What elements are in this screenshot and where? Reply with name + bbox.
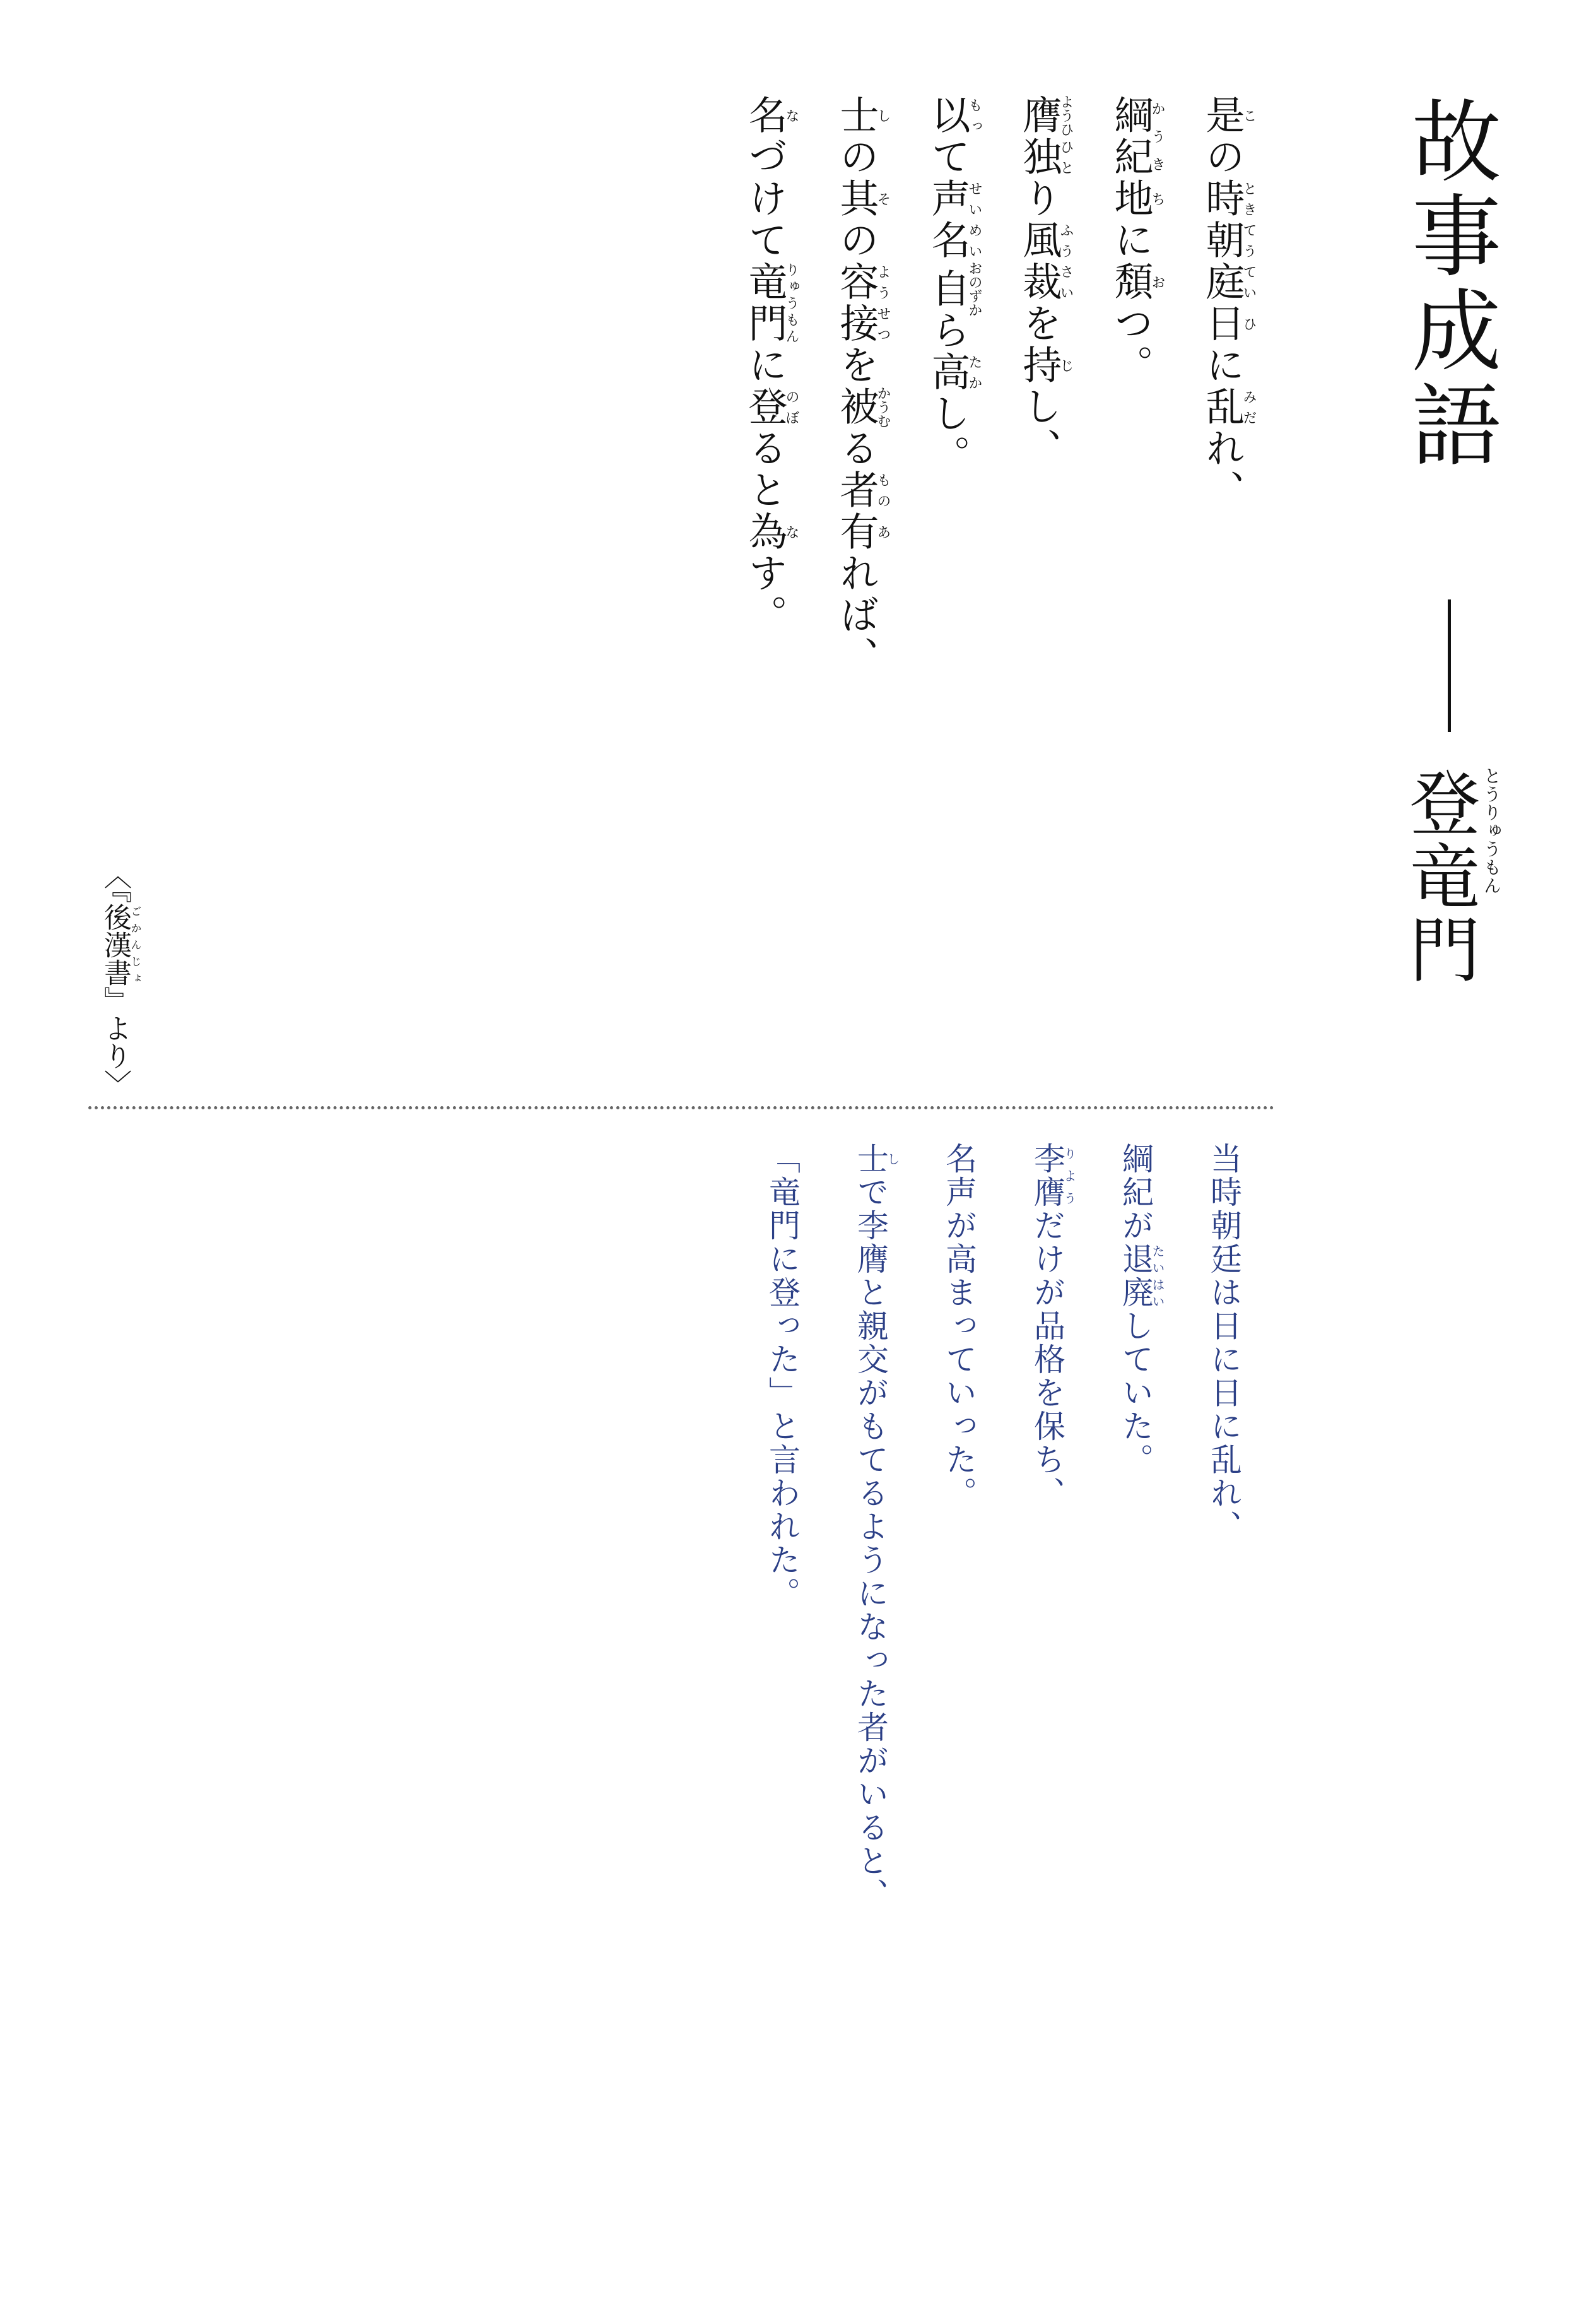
- original-text-segment: を: [1016, 303, 1062, 345]
- original-ruby-word: [1108, 261, 1165, 303]
- original-text-segment: の: [833, 220, 879, 261]
- original-ruby-reading: ち: [1149, 178, 1165, 220]
- original-ruby-base: 声名: [925, 178, 971, 261]
- translation-ruby-base: 李膺: [1029, 1142, 1065, 1209]
- original-text-segment: れば、: [833, 553, 879, 678]
- translation-line: [1091, 1142, 1180, 2026]
- original-line: [902, 95, 994, 694]
- original-text-segment: の: [1199, 136, 1245, 178]
- original-ruby-word: [925, 261, 982, 317]
- original-ruby-word: [1199, 95, 1257, 136]
- original-ruby-word: [833, 178, 891, 220]
- original-ruby-word: [1016, 345, 1074, 386]
- original-ruby-reading: こ: [1241, 95, 1257, 136]
- original-text-segment: し、: [1016, 386, 1062, 469]
- source-citation: [101, 861, 141, 1101]
- original-ruby-reading: お: [1149, 261, 1165, 303]
- original-text-segment: を: [833, 345, 879, 386]
- original-ruby-base: 地: [1108, 178, 1154, 220]
- source-text-segment: 〈『: [99, 861, 131, 903]
- original-ruby-base: 風裁: [1016, 220, 1062, 303]
- translation-ruby-reading: し: [885, 1142, 900, 1176]
- source-ruby-base: 後漢書: [99, 903, 131, 986]
- original-ruby-base: 是: [1199, 95, 1245, 136]
- original-line: [1176, 95, 1268, 694]
- original-line: [1085, 95, 1176, 694]
- original-ruby-word: [925, 178, 982, 261]
- page-title: 故事成語: [1397, 95, 1501, 473]
- original-ruby-reading: じ: [1058, 345, 1074, 386]
- original-ruby-base: 膺: [1016, 95, 1062, 136]
- original-ruby-word: [1016, 220, 1074, 303]
- translation-ruby-word: [852, 1142, 900, 1176]
- original-line: [719, 95, 811, 694]
- original-text-segment: ら: [925, 310, 971, 351]
- original-ruby-base: 竜門: [742, 261, 788, 345]
- translation-text-segment: で李膺と親交がもてるようになった者がいると、: [852, 1176, 889, 1911]
- original-text-segment: づけて: [742, 136, 788, 261]
- original-ruby-base: 乱: [1199, 386, 1245, 428]
- dotted-divider: [88, 1106, 1274, 1109]
- original-ruby-base: 登: [742, 386, 788, 428]
- original-text-segment: に: [1199, 345, 1245, 386]
- original-text-segment: ると: [742, 428, 788, 511]
- source-ruby-word: [99, 903, 141, 986]
- original-ruby-word: [1199, 220, 1257, 303]
- original-text-segment: の: [833, 136, 879, 178]
- original-ruby-word: [742, 386, 799, 428]
- original-ruby-reading: もっ: [966, 95, 982, 136]
- original-ruby-word: [833, 469, 891, 511]
- original-ruby-base: 時: [1199, 178, 1245, 220]
- original-text-segment: に: [742, 345, 788, 386]
- translation-text-segment: 綱紀が: [1117, 1142, 1154, 1242]
- original-ruby-base: 容接: [833, 261, 879, 345]
- original-text-segment: つ。: [1108, 303, 1154, 386]
- translation-line: [826, 1142, 915, 2026]
- original-ruby-base: 頽: [1108, 261, 1154, 303]
- original-ruby-reading: な: [783, 95, 799, 136]
- original-ruby-base: 日: [1199, 303, 1245, 345]
- original-ruby-reading: な: [783, 511, 799, 553]
- original-ruby-base: 以: [925, 95, 971, 136]
- original-ruby-reading: おのずか: [966, 261, 982, 317]
- original-ruby-word: [1199, 303, 1257, 345]
- original-ruby-reading: もの: [875, 469, 891, 511]
- translation-ruby-base: 退廃: [1117, 1242, 1154, 1309]
- translation-text-segment: していた。: [1117, 1309, 1154, 1477]
- translation-line: [1003, 1142, 1091, 2026]
- original-ruby-reading: たか: [966, 351, 982, 393]
- original-text-segment: れ、: [1199, 428, 1245, 511]
- original-ruby-reading: ひと: [1058, 136, 1074, 178]
- original-ruby-word: [742, 511, 799, 553]
- original-ruby-word: [742, 95, 799, 136]
- original-ruby-reading: ようひ: [1058, 95, 1074, 136]
- original-text-segment: て: [925, 136, 971, 178]
- source-ruby-reading: ごかんじょ: [128, 903, 141, 986]
- original-ruby-word: [833, 95, 891, 136]
- original-ruby-reading: かうむ: [875, 386, 891, 428]
- title-block: [1385, 95, 1511, 986]
- original-ruby-base: 綱紀: [1108, 95, 1154, 178]
- original-ruby-base: 者: [833, 469, 879, 511]
- original-text-segment: に: [1108, 220, 1154, 261]
- original-ruby-word: [833, 386, 891, 428]
- original-ruby-word: [925, 351, 982, 393]
- original-ruby-reading: せいめい: [966, 178, 982, 261]
- original-ruby-reading: とき: [1241, 178, 1257, 220]
- original-line: [994, 95, 1085, 694]
- original-ruby-reading: し: [875, 95, 891, 136]
- translation-text-segment: 名声が高まっていった。: [941, 1142, 977, 1510]
- proverb-title: 登竜門: [1398, 767, 1480, 986]
- original-ruby-word: [1108, 95, 1165, 178]
- original-ruby-base: 自: [925, 261, 971, 317]
- translation-text-segment: 当時朝廷は日に日に乱れ、: [1206, 1142, 1242, 1543]
- original-ruby-word: [833, 511, 891, 553]
- translation-ruby-word: [1117, 1242, 1165, 1309]
- original-ruby-reading: そ: [875, 178, 891, 220]
- original-ruby-reading: ようせつ: [875, 261, 891, 345]
- original-ruby-word: [833, 261, 891, 345]
- original-ruby-reading: のぼ: [783, 386, 799, 428]
- original-text-segment: り: [1016, 178, 1062, 220]
- original-ruby-base: 名: [742, 95, 788, 136]
- original-text-segment: し。: [925, 393, 971, 476]
- translation-line: [915, 1142, 1003, 2026]
- original-ruby-word: [925, 95, 982, 136]
- original-ruby-word: [742, 261, 799, 345]
- original-ruby-reading: ひ: [1241, 303, 1257, 345]
- translation-text: [738, 1142, 1268, 2026]
- original-ruby-word: [1108, 178, 1165, 220]
- original-ruby-base: 高: [925, 351, 971, 393]
- original-ruby-reading: かうき: [1149, 95, 1165, 178]
- original-ruby-reading: りゅうもん: [783, 261, 799, 345]
- original-ruby-base: 朝庭: [1199, 220, 1245, 303]
- original-ruby-reading: あ: [875, 511, 891, 553]
- translation-text-segment: だけが品格を保ち、: [1029, 1209, 1065, 1510]
- source-text-segment: 』より〉: [99, 986, 131, 1097]
- original-ruby-reading: てうてい: [1241, 220, 1257, 303]
- translation-ruby-base: 士: [852, 1142, 889, 1176]
- original-ruby-reading: みだ: [1241, 386, 1257, 428]
- original-line: [811, 95, 902, 694]
- original-ruby-base: 持: [1016, 345, 1062, 386]
- proverb-title-ruby: とうりゅうもん: [1481, 767, 1502, 895]
- original-ruby-base: 士: [833, 95, 879, 136]
- translation-line: [1180, 1142, 1268, 2026]
- original-text-segment: す。: [742, 553, 788, 636]
- original-text-segment: る: [833, 428, 879, 469]
- original-ruby-base: 独: [1016, 136, 1062, 178]
- original-text: [719, 95, 1268, 694]
- original-ruby-word: [1199, 386, 1257, 428]
- translation-line: [738, 1142, 826, 2026]
- original-ruby-base: 為: [742, 511, 788, 553]
- original-ruby-reading: ふうさい: [1058, 220, 1074, 303]
- original-ruby-word: [1016, 95, 1074, 136]
- translation-text-segment: 「竜門に登った」と言われた。: [764, 1142, 801, 1610]
- translation-ruby-reading: りよう: [1062, 1142, 1077, 1209]
- original-ruby-base: 其: [833, 178, 879, 220]
- original-ruby-word: [1016, 136, 1074, 178]
- original-ruby-word: [1199, 178, 1257, 220]
- original-ruby-base: 被: [833, 386, 879, 428]
- translation-ruby-reading: たいはい: [1150, 1242, 1165, 1309]
- title-dash: [1448, 599, 1451, 732]
- original-ruby-base: 有: [833, 511, 879, 553]
- translation-ruby-word: [1029, 1142, 1077, 1209]
